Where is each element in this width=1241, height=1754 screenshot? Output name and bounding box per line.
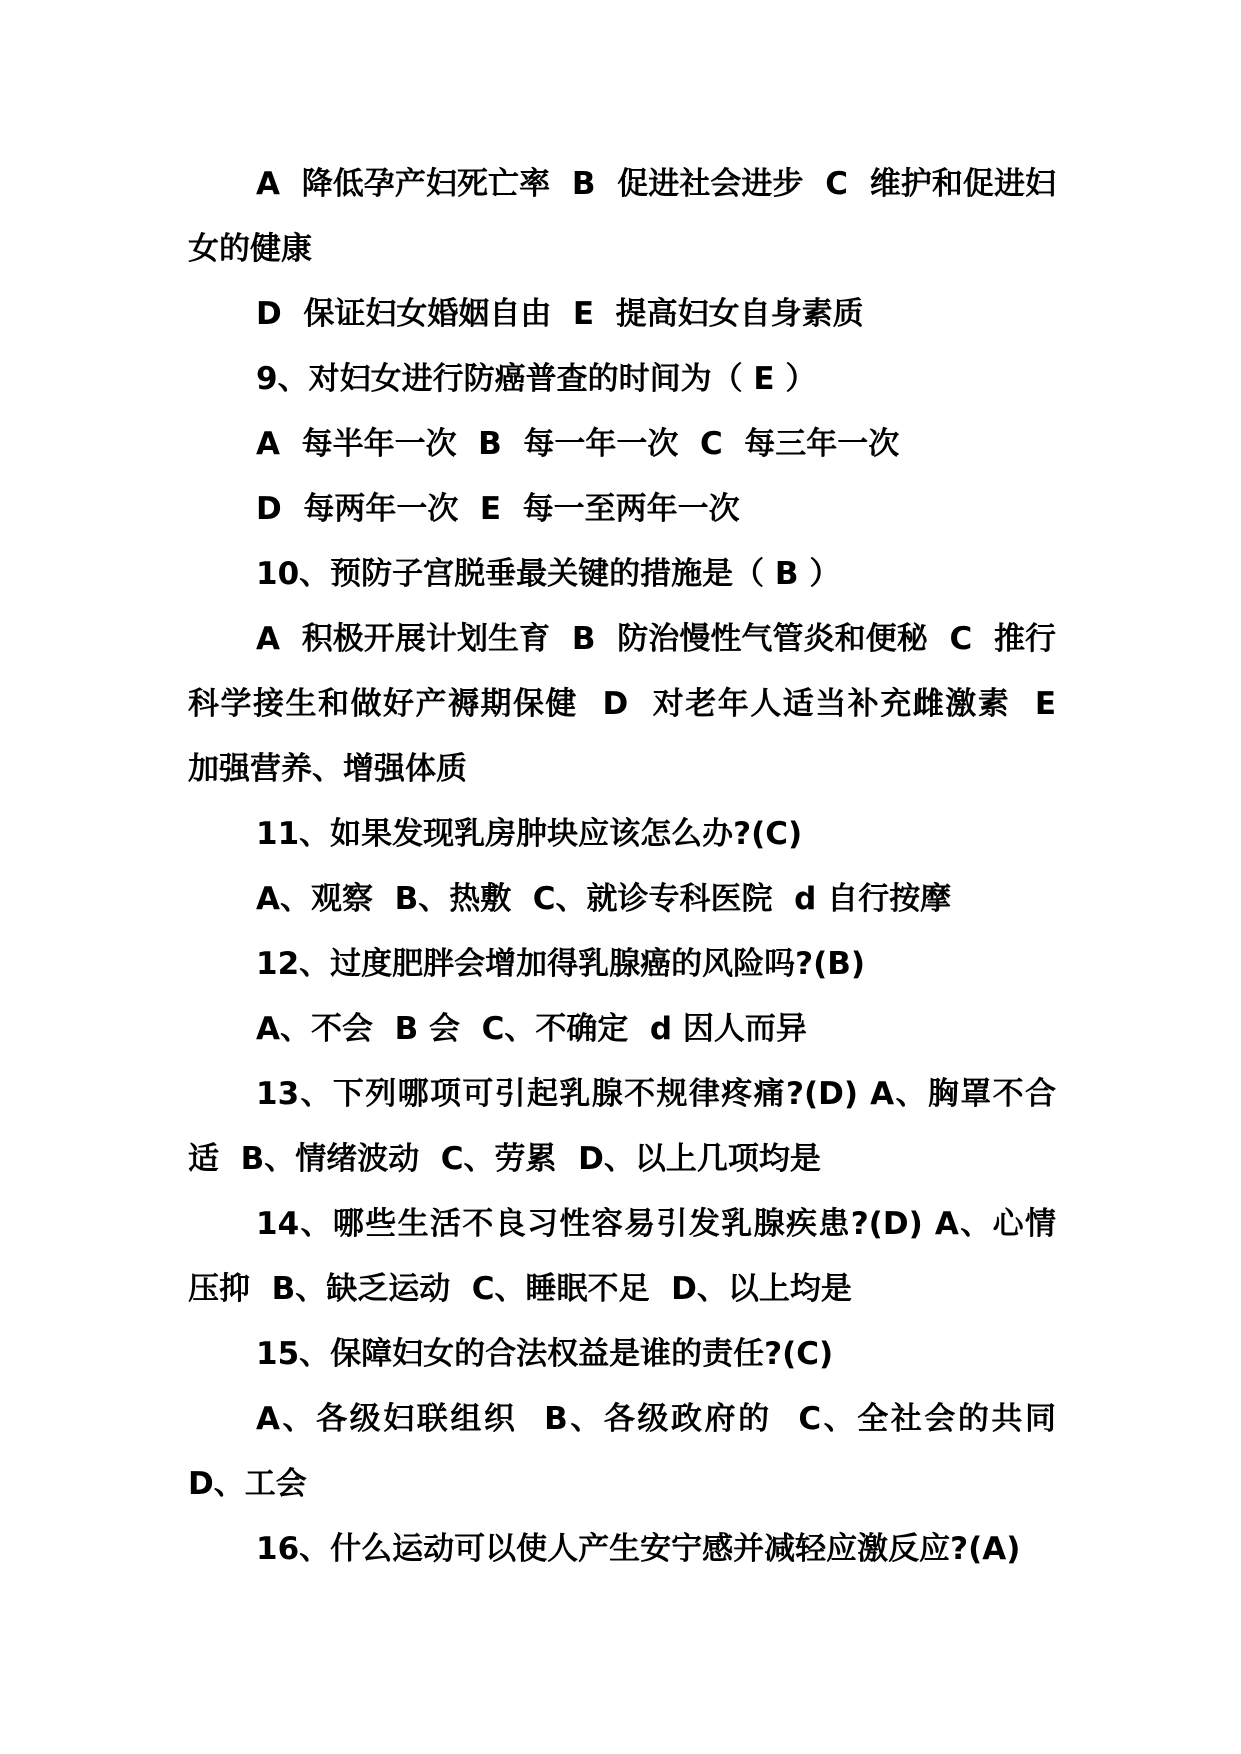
paragraph-answer-options-9: A 每半年一次 B 每一年一次 C 每三年一次 (256, 426, 900, 462)
paragraph-answer-options-9-cont: D 每两年一次 E 每一至两年一次 (256, 491, 740, 527)
paragraph-question-14: 14、哪些生活不良习性容易引发乳腺疾患?(D) A、心情压抑 B、缺乏运动 C、睡眠不足 D、以上均是 (188, 1206, 1056, 1307)
paragraph-answer-options-10: A 积极开展计划生育 B 防治慢性气管炎和便秘 C 推行科学接生和做好产褥期保健 D 对老年人适当补充雌激素 E 加强营养、增强体质 (188, 621, 1078, 787)
paragraph-answer-options-8-cont: D 保证妇女婚姻自由 E 提高妇女自身素质 (256, 296, 864, 332)
document-body (188, 152, 1078, 1582)
paragraph-question-12: 12、过度肥胖会增加得乳腺癌的风险吗?(B) (256, 946, 866, 982)
paragraph-answer-options-11: A、观察 B、热敷 C、就诊专科医院 d 自行按摩 (256, 881, 952, 917)
paragraph-question-11: 11、如果发现乳房肿块应该怎么办?(C) (256, 816, 803, 852)
paragraph-question-16: 16、什么运动可以使人产生安宁感并减轻应激反应?(A) (256, 1531, 1021, 1567)
paragraph-question-10: 10、预防子宫脱垂最关键的措施是（ B ） (256, 556, 841, 592)
paragraph-question-9: 9、对妇女进行防癌普查的时间为（ E ） (256, 361, 817, 397)
paragraph-question-13: 13、下列哪项可引起乳腺不规律疼痛?(D) A、胸罩不合适 B、情绪波动 C、劳累 D、以上几项均是 (188, 1076, 1056, 1177)
paragraph-answer-options-15: A、各级妇联组织 B、各级政府的 C、全社会的共同 D、工会 (188, 1401, 1078, 1502)
paragraph-question-15: 15、保障妇女的合法权益是谁的责任?(C) (256, 1336, 834, 1372)
paragraph-answer-options-8: A 降低孕产妇死亡率 B 促进社会进步 C 维护和促进妇女的健康 (188, 166, 1056, 267)
paragraph-answer-options-12: A、不会 B 会 C、不确定 d 因人而异 (256, 1011, 807, 1047)
